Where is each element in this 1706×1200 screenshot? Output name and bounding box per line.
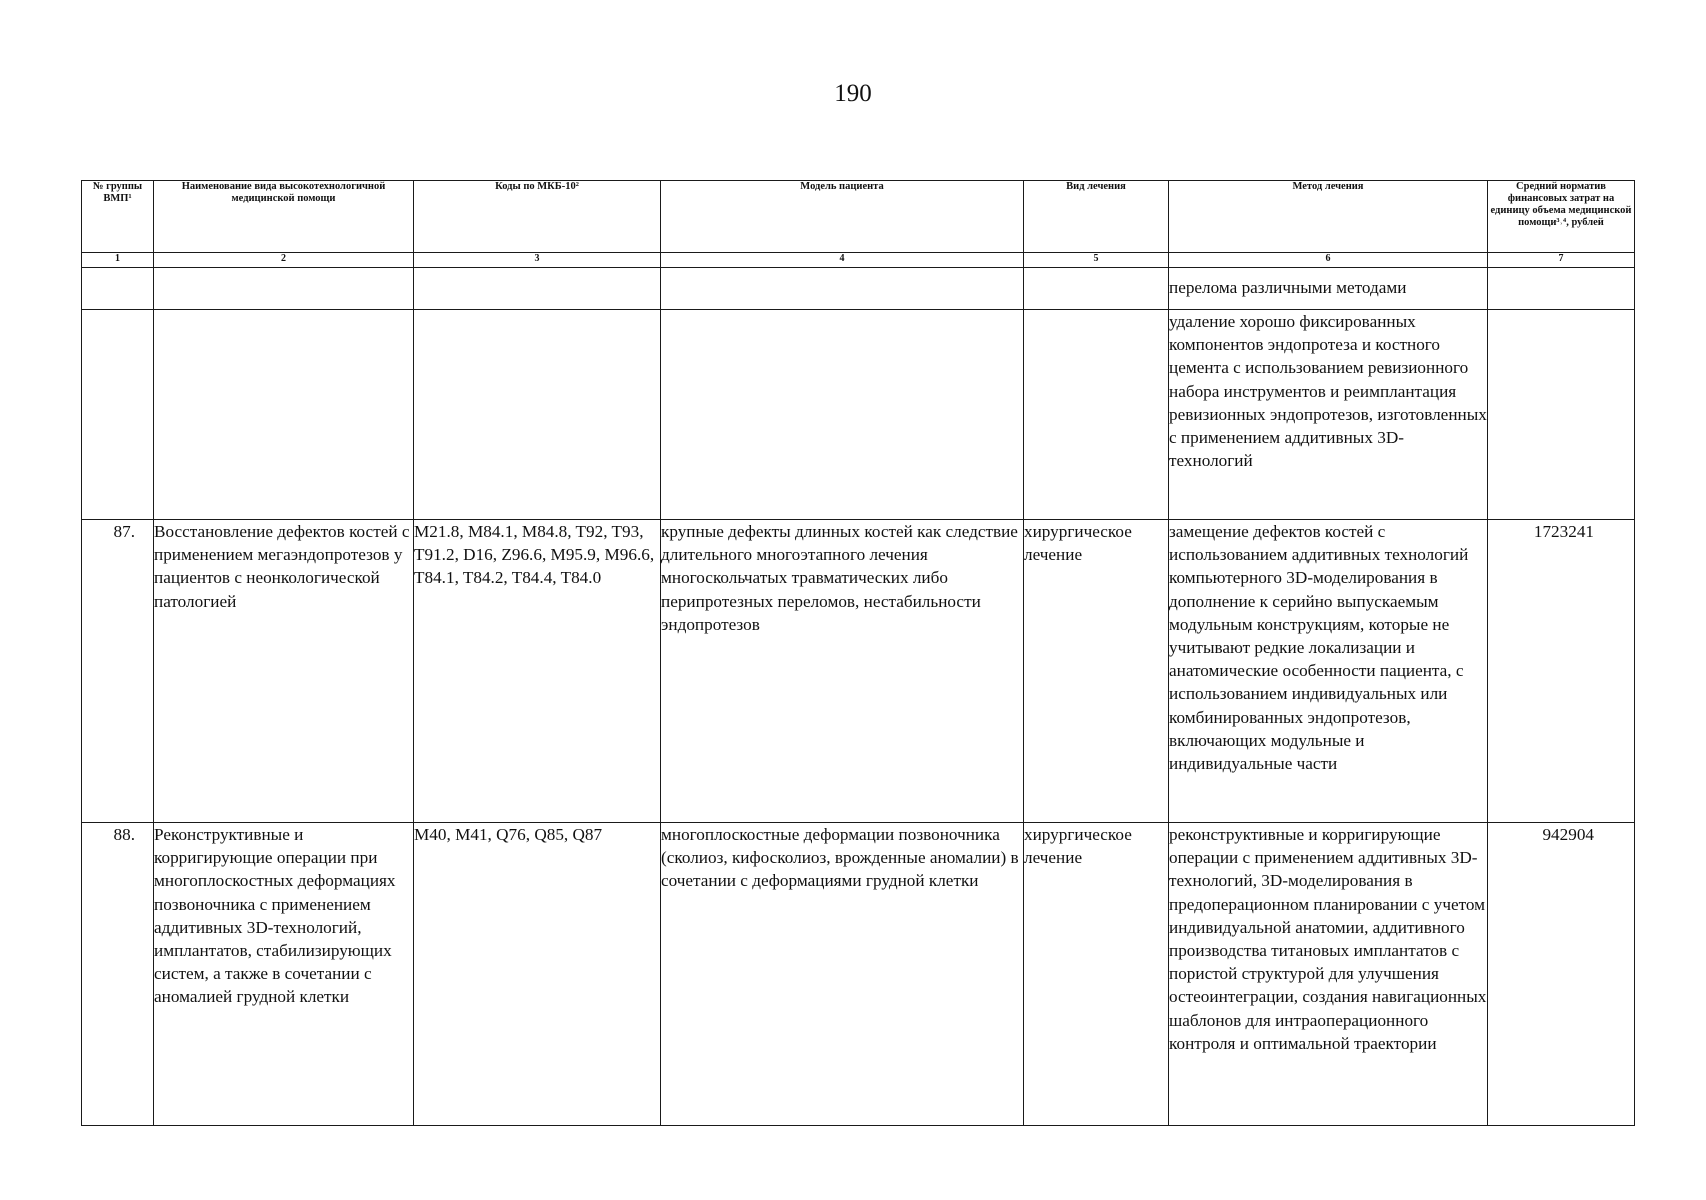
care-name-cell: Реконструктивные и корригирующие операции при многоплоскостных деформациях позвоночника с применением аддитивных 3D-технологий, имплантатов, стабилизирующих систем, а также в сочетании с аномалией грудной клетки — [154, 823, 414, 1126]
header-care-name: Наименование вида высокотехнологичной медицинской помощи — [154, 181, 414, 253]
table-row — [82, 520, 1635, 823]
header-group-number: № группы ВМП¹ — [82, 181, 154, 253]
treatment-type-cell: хирургическое лечение — [1024, 823, 1169, 1126]
treatment-method-cell: удаление хорошо фиксированных компонентов эндопротеза и костного цемента с использованием ревизионного набора инструментов и реимплантация ревизионных эндопротезов, изготовленных с применением аддитивных 3D-технологий — [1169, 310, 1488, 520]
average-cost-cell — [1488, 310, 1635, 520]
group-number-cell: 87. — [82, 520, 154, 823]
header-treatment-type: Вид лечения — [1024, 181, 1169, 253]
column-number: 4 — [661, 253, 1024, 268]
average-cost-cell — [1488, 268, 1635, 310]
average-cost-cell: 942904 — [1488, 823, 1635, 1126]
care-name-cell — [154, 268, 414, 310]
treatment-method-cell: перелома различными методами — [1169, 268, 1488, 310]
patient-model-cell — [661, 310, 1024, 520]
header-patient-model: Модель пациента — [661, 181, 1024, 253]
header-row — [82, 181, 1635, 253]
icd-codes-cell: M40, M41, Q76, Q85, Q87 — [414, 823, 661, 1126]
patient-model-cell — [661, 268, 1024, 310]
column-number: 3 — [414, 253, 661, 268]
table-row — [82, 310, 1635, 520]
page-number: 190 — [834, 80, 872, 107]
group-number-cell — [82, 268, 154, 310]
treatment-type-cell: хирургическое лечение — [1024, 520, 1169, 823]
header-treatment-method: Метод лечения — [1169, 181, 1488, 253]
table-row — [82, 268, 1635, 310]
icd-codes-cell — [414, 310, 661, 520]
table-row — [82, 823, 1635, 1126]
care-name-cell: Восстановление дефектов костей с применением мегаэндопротезов у пациентов с неонкологической патологией — [154, 520, 414, 823]
column-number: 2 — [154, 253, 414, 268]
column-number: 5 — [1024, 253, 1169, 268]
treatment-method-cell: замещение дефектов костей с использованием аддитивных технологий компьютерного 3D-моделирования в дополнение к серийно выпускаемым модульным конструкциям, которые не учитывают редкие локализации и анатомические особенности пациента, с использованием индивидуальных или комбинированных эндопротезов, включающих модульные и индивидуальные части — [1169, 520, 1488, 823]
patient-model-cell: крупные дефекты длинных костей как следствие длительного многоэтапного лечения многоскольчатых травматических либо перипротезных переломов, нестабильности эндопротезов — [661, 520, 1024, 823]
treatment-type-cell — [1024, 268, 1169, 310]
column-number-row — [82, 253, 1635, 268]
treatment-type-cell — [1024, 310, 1169, 520]
header-icd-codes: Коды по МКБ-10² — [414, 181, 661, 253]
average-cost-cell: 1723241 — [1488, 520, 1635, 823]
medical-care-table — [81, 180, 1635, 1126]
icd-codes-cell: M21.8, M84.1, M84.8, T92, T93, T91.2, D16, Z96.6, M95.9, M96.6, T84.1, T84.2, T84.4, T84.0 — [414, 520, 661, 823]
patient-model-cell: многоплоскостные деформации позвоночника (сколиоз, кифосколиоз, врожденные аномалии) в сочетании с деформациями грудной клетки — [661, 823, 1024, 1126]
column-number: 1 — [82, 253, 154, 268]
treatment-method-cell: реконструктивные и корригирующие операции с применением аддитивных 3D-технологий, 3D-моделирования в предоперационном планировании с учетом индивидуальной анатомии, аддитивного производства титановых имплантатов с пористой структурой для улучшения остеоинтеграции, создания навигационных шаблонов для интраоперационного контроля и оптимальной траектории — [1169, 823, 1488, 1126]
group-number-cell: 88. — [82, 823, 154, 1126]
group-number-cell — [82, 310, 154, 520]
header-average-cost: Средний норматив финансовых затрат на единицу объема медицинской помощи³˒⁴, рублей — [1488, 181, 1635, 253]
column-number: 6 — [1169, 253, 1488, 268]
care-name-cell — [154, 310, 414, 520]
icd-codes-cell — [414, 268, 661, 310]
column-number: 7 — [1488, 253, 1635, 268]
